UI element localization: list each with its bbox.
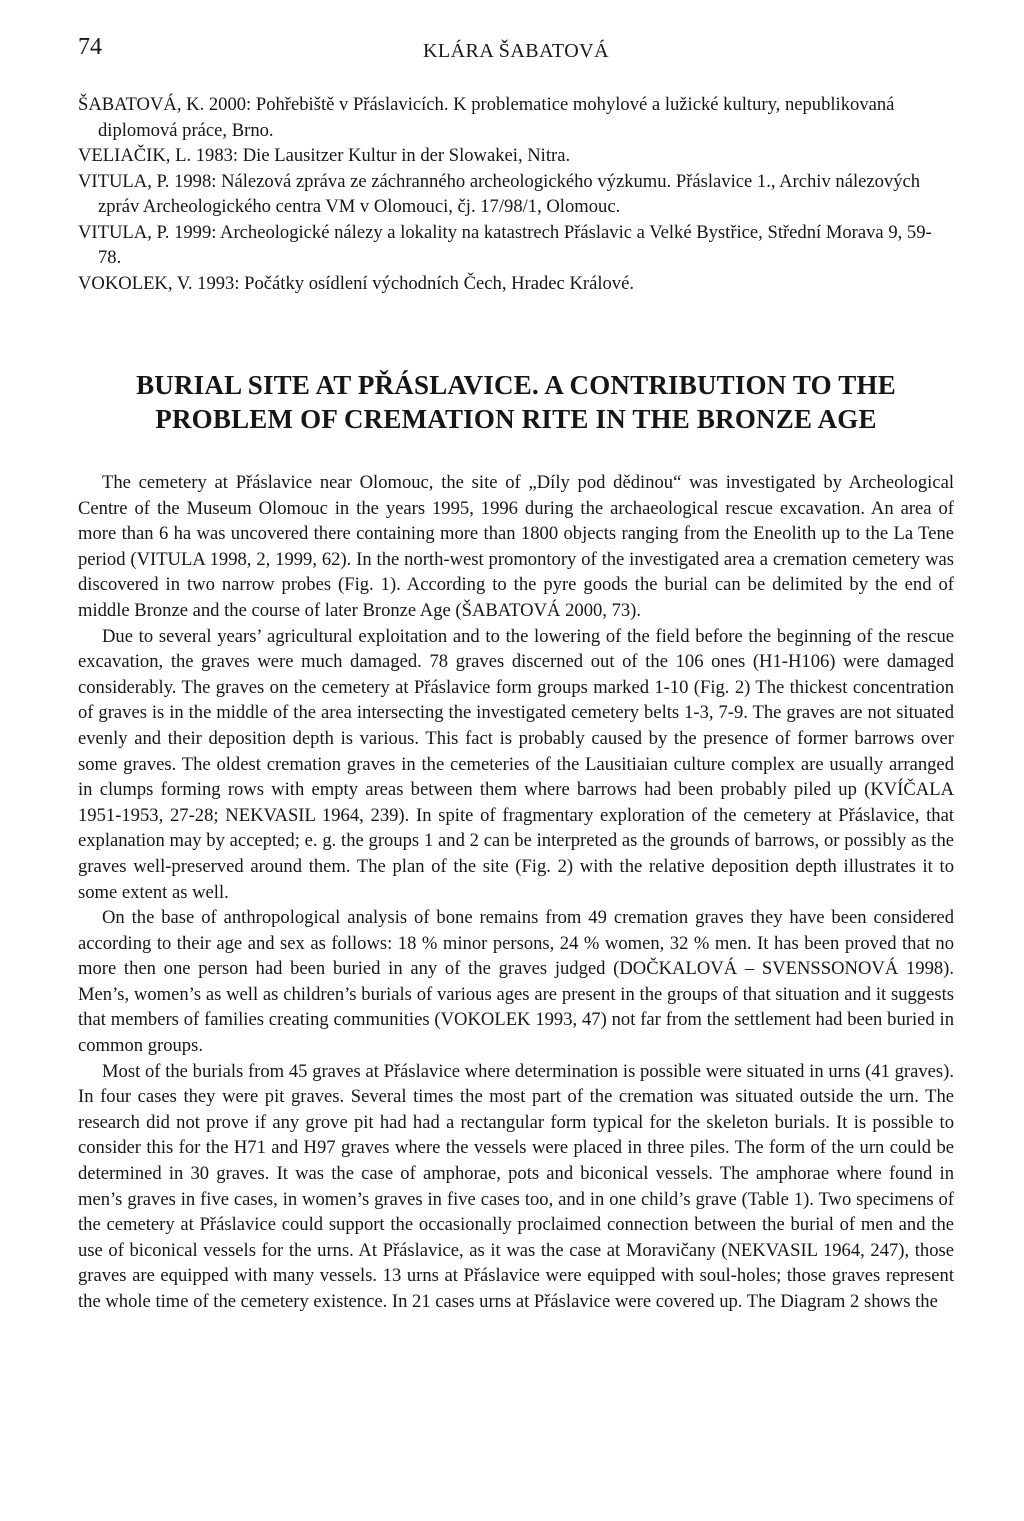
- reference-item: VELIAČIK, L. 1983: Die Lausitzer Kultur in der Slowakei, Nitra.: [78, 145, 571, 166]
- body-paragraph: On the base of anthropological analysis of bone remains from 49 cremation graves they have been considered according to their age and sex as follows: 18 % minor persons, 24 % women, 32 % men. It has been proved that no more then one person had been buried in any of the graves judged (DOČKALOVÁ – SVENSSONOVÁ 1998). Men’s, women’s as well as children’s burials of various ages are present in the groups of that situation and it suggests that members of families creating communities (VOKOLEK 1993, 47) not far from the settlement had been buried in common groups.: [78, 907, 954, 1057]
- page-header: [78, 28, 954, 74]
- body-paragraph: The cemetery at Přáslavice near Olomouc, the site of „Díly pod dědinou“ was investigated by Archeological Centre of the Museum Olomouc in the years 1995, 1996 during the archaeological rescue excavation. An area of more than 6 ha was uncovered there containing more than 1800 objects ranging from the Eneolith up to the La Tene period (VITULA 1998, 2, 1999, 62). In the north-west promontory of the investigated area a cremation cemetery was discovered in two narrow probes (Fig. 1). According to the pyre goods the burial can be delimited by the end of middle Bronze and the course of later Bronze Age (ŠABATOVÁ 2000, 73).: [78, 472, 954, 621]
- reference-item: VOKOLEK, V. 1993: Počátky osídlení východních Čech, Hradec Králové.: [78, 272, 634, 294]
- body-paragraph: Due to several years’ agricultural exploitation and to the lowering of the field before the beginning of the rescue excavation, the graves were much damaged. 78 graves discerned out of the 106 ones (H1-H106) were damaged considerably. The graves on the cemetery at Přáslavice form groups marked 1-10 (Fig. 2) The thickest concentration of graves is in the middle of the area intersecting the investigated cemetery belts 1-3, 7-9. The graves are not situated evenly and their deposition depth is various. This fact is probably caused by the presence of former barrows over some graves. The oldest cremation graves in the cemeteries of the Lausitiaian culture complex are usually arranged in clumps forming rows with empty areas between them where barrows had been probably piled up (KVÍČALA 1951-1953, 27-28; NEKVASIL 1964, 239). In spite of fragmentary exploration of the cemetery at Přáslavice, that explanation may by accepted; e. g. the groups 1 and 2 can be interpreted as the grounds of barrows, or possibly as the graves well-preserved around them. The plan of the site (Fig. 2) with the relative deposition depth illustrates it to some extent as well.: [78, 625, 954, 903]
- reference-item: VITULA, P. 1998: Nálezová zpráva ze záchranného archeologického výzkumu. Přáslavice 1., Archiv nálezových zpráv Archeologického centra VM v Olomouci, čj. 17/98/1, Olomouc.: [78, 170, 921, 217]
- running-head: KLÁRA ŠABATOVÁ: [422, 40, 610, 62]
- reference-item: VITULA, P. 1999: Archeologické nálezy a lokality na katastrech Přáslavic a Velké Bystřice, Střední Morava 9, 59-78.: [78, 221, 932, 268]
- reference-list: [78, 92, 954, 296]
- article-body: [78, 470, 954, 1315]
- body-paragraph: Most of the burials from 45 graves at Přáslavice where determination is possible were situated in urns (41 graves). In four cases they were pit graves. Several times the most part of the cremation was situated outside the urn. The research did not prove if any grove pit had had a rectangular form typical for the skeleton burials. It is possible to consider this for the H71 and H97 graves where the vessels were placed in three piles. The form of the urn could be determined in 30 graves. It was the case of amphorae, pots and biconical vessels. The amphorae where found in men’s graves in five cases, in women’s graves in five cases too, and in one child’s grave (Table 1). Two specimens of the cemetery at Přáslavice could support the occasionally proclaimed connection between the burial of men and the use of biconical vessels for the urns. At Přáslavice, as it was the case at Moravičany (NEKVASIL 1964, 247), those graves are equipped with many vessels. 13 urns at Přáslavice were equipped with soul-holes; those graves represent the whole time of the cemetery existence. In 21 cases urns at Přáslavice were covered up. The Diagram 2 shows the: [78, 1060, 954, 1312]
- article-title: [78, 368, 954, 436]
- page-number: 74: [78, 34, 102, 60]
- article-title-line: PROBLEM OF CREMATION RITE IN THE BRONZE AGE: [155, 404, 877, 434]
- article-title-line: BURIAL SITE AT PŘÁSLAVICE. A CONTRIBUTION TO THE: [136, 370, 896, 400]
- reference-item: ŠABATOVÁ, K. 2000: Pohřebiště v Přáslavicích. K problematice mohylové a lužické kultury, nepublikovaná diplomová práce, Brno.: [78, 94, 895, 141]
